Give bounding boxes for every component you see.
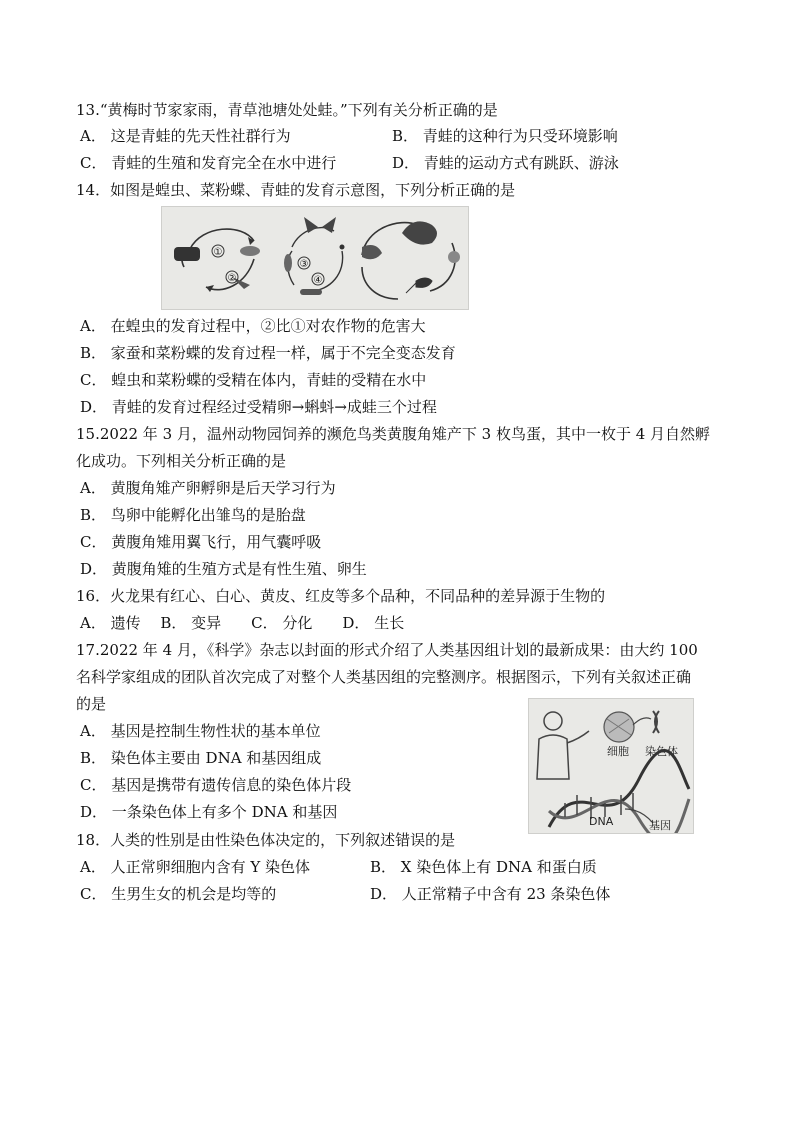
q17-option-c: C． 基因是携带有遗传信息的染色体片段 xyxy=(80,776,352,794)
froglet-icon xyxy=(362,245,382,259)
q15-stem-line1: 15.2022 年 3 月，温州动物园饲养的濒危鸟类黄腹角雉产下 3 枚鸟蛋，其中一枚于 4 月自然孵 xyxy=(76,425,711,443)
mark-4: ④ xyxy=(313,275,323,286)
q16-stem: 16．火龙果有红心、白心、黄皮、红皮等多个品种，不同品种的差异源于生物的 xyxy=(76,587,606,605)
butterfly-egg-icon xyxy=(340,245,345,250)
q14-stem: 14．如图是蝗虫、菜粉蝶、青蛙的发育示意图，下列分析正确的是 xyxy=(76,181,516,199)
locust-egg-icon xyxy=(240,246,260,256)
q14-option-a: A． 在蝗虫的发育过程中，②比①对农作物的危害大 xyxy=(80,317,426,335)
q17-stem-line3: 的是 xyxy=(76,695,107,713)
pupa-icon xyxy=(284,254,292,272)
q15-option-b: B． 鸟卵中能孵化出雏鸟的是胎盘 xyxy=(80,506,306,524)
q18-option-a: A． 人正常卵细胞内含有 Y 染色体 xyxy=(80,858,311,876)
q14-option-d: D． 青蛙的发育过程经过受精卵→蝌蚪→成蛙三个过程 xyxy=(80,398,437,416)
tadpole-icon xyxy=(406,278,432,293)
development-cycles-diagram xyxy=(162,207,468,309)
label-dna: DNA xyxy=(589,815,614,828)
butterfly-adult-icon xyxy=(304,217,336,233)
q13-option-c: C． 青蛙的生殖和发育完全在水中进行 xyxy=(80,154,337,172)
q13-option-b: B． 青蛙的这种行为只受环境影响 xyxy=(392,127,618,145)
q15-option-d: D． 黄腹角雉的生殖方式是有性生殖、卵生 xyxy=(80,560,367,578)
q18-option-b: B． X 染色体上有 DNA 和蛋白质 xyxy=(370,858,597,876)
q14-option-c: C． 蝗虫和菜粉蝶的受精在体内，青蛙的受精在水中 xyxy=(80,371,427,389)
frog-egg-icon xyxy=(448,251,460,263)
cell-chromosome-dna-diagram xyxy=(529,699,693,833)
q18-option-c: C． 生男生女的机会是均等的 xyxy=(80,885,277,903)
q14-option-b: B． 家蚕和菜粉蝶的发育过程一样，属于不完全变态发育 xyxy=(80,344,456,362)
frog-adult-icon xyxy=(402,221,437,244)
butterfly-cycle xyxy=(284,217,345,295)
q13-option-a: A． 这是青蛙的先天性社群行为 xyxy=(80,127,291,145)
label-gene: 基因 xyxy=(649,819,671,832)
q17-option-b: B． 染色体主要由 DNA 和基因组成 xyxy=(80,749,322,767)
q17-stem-line2: 名科学家组成的团队首次完成了对整个人类基因组的完整测序。根据图示，下列有关叙述正确 xyxy=(76,668,692,686)
person-icon xyxy=(537,712,589,779)
q17-stem-line1: 17.2022 年 4 月，《科学》杂志以封面的形式介绍了人类基因组计划的最新成果：由大约 100 xyxy=(76,641,698,659)
development-cycles-figure xyxy=(161,206,469,310)
label-chromosome: 染色体 xyxy=(645,745,678,758)
q17-option-a: A． 基因是控制生物性状的基本单位 xyxy=(80,722,321,740)
genome-figure xyxy=(528,698,694,834)
q17-option-d: D． 一条染色体上有多个 DNA 和基因 xyxy=(80,803,338,821)
q15-option-a: A． 黄腹角雉产卵孵卵是后天学习行为 xyxy=(80,479,336,497)
q16-options: A． 遗传 B． 变异 C． 分化 D． 生长 xyxy=(80,614,405,632)
q13-stem: 13.“黄梅时节家家雨，青草池塘处处蛙。”下列有关分析正确的是 xyxy=(76,101,498,119)
mark-1: ① xyxy=(213,247,223,258)
chromosome-icon xyxy=(653,711,659,733)
q15-option-c: C． 黄腹角雉用翼飞行，用气囊呼吸 xyxy=(80,533,322,551)
frog-cycle xyxy=(362,221,460,299)
locust-cycle xyxy=(174,229,260,292)
q15-stem-line2: 化成功。下列相关分析正确的是 xyxy=(76,452,287,470)
locust-adult-icon xyxy=(174,247,200,261)
caterpillar-icon xyxy=(300,289,322,295)
q18-stem: 18．人类的性别是由性染色体决定的，下列叙述错误的是 xyxy=(76,831,456,849)
label-cell: 细胞 xyxy=(607,745,629,758)
mark-3: ③ xyxy=(299,259,309,270)
q13-option-d: D． 青蛙的运动方式有跳跃、游泳 xyxy=(392,154,619,172)
q18-option-d: D． 人正常精子中含有 23 条染色体 xyxy=(370,885,611,903)
mark-2: ② xyxy=(227,273,237,284)
